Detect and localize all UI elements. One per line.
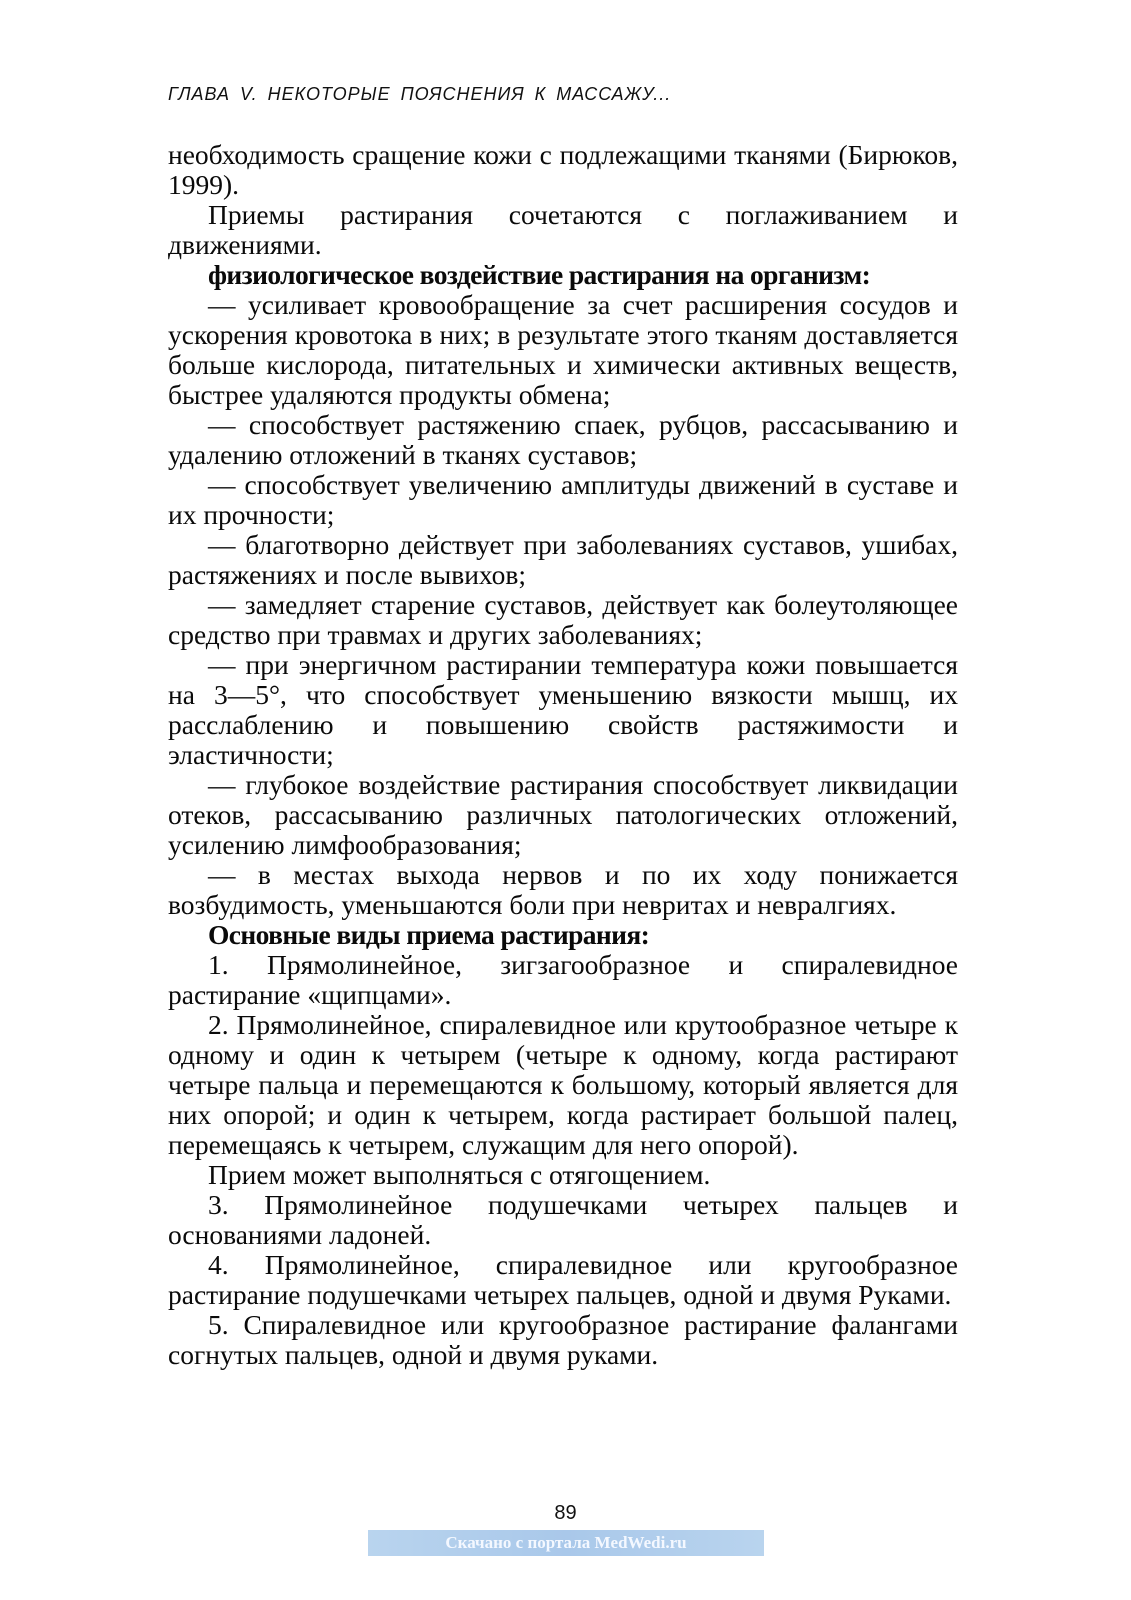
list-item: — способствует увеличению амплитуды движений в суставе и их прочности;: [168, 469, 958, 530]
list-item: — усиливает кровообращение за счет расширения сосудов и ускорения кровотока в них; в результате этого тканям доставляется больше кислорода, питательных и химически активных веществ, быстрее удаляются продукты обмена;: [168, 289, 958, 410]
list-item: — глубокое воздействие растирания способствует ликвидации отеков, рассасыванию различных патологических отложений, усилению лимфообразования;: [168, 769, 958, 860]
body-text: [168, 140, 958, 1370]
list-item: 4. Прямолинейное, спиралевидное или кругообразное растирание подушечками четырех пальцев, одной и двумя Руками.: [168, 1249, 958, 1310]
list-item: 5. Спиралевидное или кругообразное растирание фалангами согнутых пальцев, одной и двумя руками.: [168, 1309, 958, 1370]
running-header: ГЛАВА V. НЕКОТОРЫЕ ПОЯСНЕНИЯ К МАССАЖУ...: [168, 84, 672, 104]
paragraph: Прием может выполняться с отягощением.: [208, 1159, 711, 1190]
paragraph: необходимость сращение кожи с подлежащими тканями (Бирюков, 1999).: [168, 139, 958, 200]
list-item: — в местах выхода нервов и по их ходу понижается возбудимость, уменьшаются боли при невритах и невралгиях.: [168, 859, 958, 920]
watermark-banner: Скачано с портала MedWedi.ru: [368, 1530, 764, 1556]
section-heading: физиологическое воздействие растирания на организм:: [208, 259, 871, 290]
list-item: — при энергичном растирании температура кожи повышается на 3—5°, что способствует уменьшению вязкости мышц, их расслаблению и повышению свойств растяжимости и эластичности;: [168, 649, 958, 770]
list-item: — замедляет старение суставов, действует как болеутоляющее средство при травмах и других заболеваниях;: [168, 589, 958, 650]
paragraph: Приемы растирания сочетаются с поглаживанием и движениями.: [168, 199, 958, 260]
list-item: 1. Прямолинейное, зигзагообразное и спиралевидное растирание «щипцами».: [168, 949, 958, 1010]
list-item: — способствует растяжению спаек, рубцов, рассасыванию и удалению отложений в тканях суставов;: [168, 409, 958, 470]
page-number: 89: [554, 1502, 577, 1524]
list-item: — благотворно действует при заболеваниях суставов, ушибах, растяжениях и после вывихов;: [168, 529, 958, 590]
list-item: 3. Прямолинейное подушечками четырех пальцев и основаниями ладоней.: [168, 1189, 958, 1250]
list-item: 2. Прямолинейное, спиралевидное или крутообразное четыре к одному и один к четырем (четыре к одному, когда растирают четыре пальца и перемещаются к большому, который является для них опорой; и один к четырем, когда растирает большой палец, перемещаясь к четырем, служащим для него опорой).: [168, 1009, 958, 1160]
section-heading: Основные виды приема растирания:: [208, 919, 650, 950]
